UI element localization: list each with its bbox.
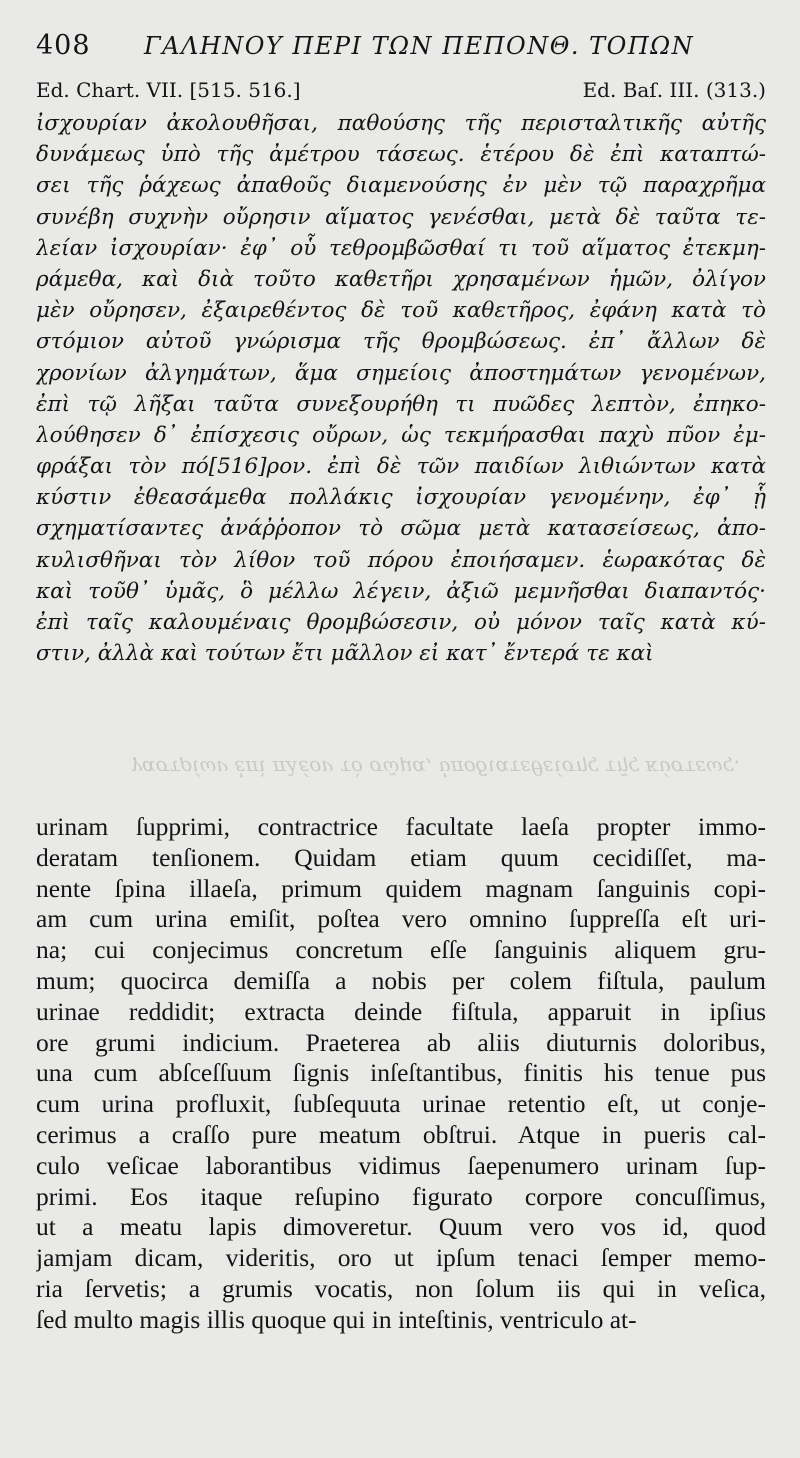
greek-line: ἐπὶ ταῖς καλουμέναις θρομβώσεσιν, οὐ μόνον ταῖς κατὰ κύ- bbox=[36, 610, 766, 635]
greek-line: σχηματίσαντες ἀνάῤῥοπον τὸ σῶμα μετὰ κατασείσεως, ἀπο- bbox=[36, 516, 766, 542]
latin-line: mum; quocirca demiſſa a nobis per colem fiſtula, paulum bbox=[36, 965, 766, 995]
greek-line: ἐπὶ τῷ λῆξαι ταῦτα συνεξουρήθη τι πυῶδες λεπτὸν, ἐπηκο- bbox=[36, 391, 766, 417]
greek-line: δυνάμεως ὑπὸ τῆς ἀμέτρου τάσεως. ἑτέρου δὲ ἐπὶ καταπτώ- bbox=[36, 142, 766, 168]
latin-line: am cum urina emiſit, poſtea vero omnino ſuppreſſa eſt uri- bbox=[36, 904, 766, 934]
edition-references bbox=[36, 78, 766, 104]
latin-line: deratam tenſionem. Quidam etiam quum cecidiſſet, ma- bbox=[36, 842, 766, 872]
greek-line: συνέβη συχνὴν οὔρησιν αἵματος γενέσθαι, μετὰ δὲ ταῦτα τε- bbox=[36, 204, 766, 230]
latin-line: cerimus a craſſo pure meatum obſtrui. Atque in pueris cal- bbox=[36, 1119, 766, 1149]
greek-line: λούθησεν δ᾽ ἐπίσχεσις οὔρων, ὡς τεκμήρασθαι παχὺ πῦον ἐμ- bbox=[36, 422, 766, 448]
latin-line: cum urina profluxit, ſubſequuta urinae retentio eſt, ut conje- bbox=[36, 1089, 766, 1119]
greek-line: χρονίων ἀλγημάτων, ἅμα σημείοις ἀποστημάτων γενομένων, bbox=[36, 360, 766, 386]
bleed-through-text: γαστρίων ἐπὶ πλέον τὸ σῶμα, ὑποδιατεθείσης τῆς κύστεως. bbox=[130, 756, 740, 780]
greek-line: λείαν ἰσχουρίαν· ἐφ᾽ οὗ τεθρομβῶσθαί τι τοῦ αἵματος ἐτεκμη- bbox=[36, 235, 766, 261]
latin-line: urinae reddidit; extracta deinde fiſtula, apparuit in ipſius bbox=[36, 996, 766, 1026]
greek-line: φράξαι τὸν πό[516]ρον. ἐπὶ δὲ τῶν παιδίων λιθιώντων κατὰ bbox=[36, 454, 766, 480]
edition-basel: Ed. Baſ. III. (313.) bbox=[582, 78, 766, 102]
greek-line: στιν, ἀλλὰ καὶ τούτων ἔτι μᾶλλον εἰ κατ᾽ ἔντερά τε καὶ bbox=[36, 641, 654, 667]
latin-line: primi. Eos itaque reſupino figurato corpore concuſſimus, bbox=[36, 1181, 766, 1211]
greek-line: ράμεθα, καὶ διὰ τοῦτο καθετῆρι χρησαμένων ἡμῶν, ὀλίγον bbox=[36, 266, 766, 292]
latin-line: na; cui conjecimus concretum eſſe ſanguinis aliquem gru- bbox=[36, 935, 766, 965]
greek-line: ἰσχουρίαν ἀκολουθῆσαι, παθούσης τῆς περισταλτικῆς αὐτῆς bbox=[36, 111, 766, 136]
latin-line: ſed multo magis illis quoque qui in inteſtinis, ventriculo at- bbox=[36, 1304, 637, 1334]
latin-line: ore grumi indicium. Praeterea ab aliis diuturnis doloribus, bbox=[36, 1027, 766, 1057]
greek-line: στόμιον αὐτοῦ γνώρισμα τῆς θρομβώσεως. ἐπ᾽ ἄλλων δὲ bbox=[36, 329, 766, 355]
latin-line: culo veſicae laborantibus vidimus ſaepenumero urinam ſup- bbox=[36, 1150, 766, 1180]
page-number: 408 bbox=[36, 30, 91, 61]
latin-line: ria ſervetis; a grumis vocatis, non ſolum iis qui in veſica, bbox=[36, 1273, 766, 1303]
edition-chartier: Ed. Chart. VII. [515. 516.] bbox=[36, 78, 301, 102]
latin-line: una cum abſceſſuum ſignis inſeſtantibus, finitis his tenue pus bbox=[36, 1058, 766, 1088]
greek-line: σει τῆς ῥάχεως ἀπαθοῦς διαμενούσης ἐν μὲν τῷ παραχρῆμα bbox=[36, 173, 766, 199]
latin-line: urinam ſupprimi, contractrice facultate laeſa propter immo- bbox=[36, 812, 766, 841]
greek-line: μὲν οὔρησεν, ἐξαιρεθέντος δὲ τοῦ καθετῆρος, ἐφάνη κατὰ τὸ bbox=[36, 298, 766, 324]
running-title: ΓΑΛΗΝΟΥ ΠΕΡΙ ΤΩΝ ΠΕΠΟΝΘ. ΤΟΠΩΝ bbox=[144, 32, 695, 60]
page-header bbox=[36, 28, 776, 68]
greek-line: κυλισθῆναι τὸν λίθον τοῦ πόρου ἐποιήσαμεν. ἑωρακότας δὲ bbox=[36, 547, 766, 573]
latin-line: jamjam dicam, videritis, oro ut ipſum tenaci ſemper memo- bbox=[36, 1243, 766, 1273]
greek-line: καὶ τοῦθ᾽ ὑμᾶς, ὃ μέλλω λέγειν, ἀξιῶ μεμνῆσθαι διαπαντός· bbox=[36, 578, 766, 604]
greek-line: κύστιν ἐθεασάμεθα πολλάκις ἰσχουρίαν γενομένην, ἐφ᾽ ᾗ bbox=[36, 485, 766, 511]
latin-line: ut a meatu lapis dimoveretur. Quum vero vos id, quod bbox=[36, 1212, 766, 1242]
latin-line: nente ſpina illaeſa, primum quidem magnam ſanguinis copi- bbox=[36, 873, 766, 903]
latin-text-block bbox=[36, 812, 766, 1336]
greek-text-block bbox=[36, 108, 766, 669]
